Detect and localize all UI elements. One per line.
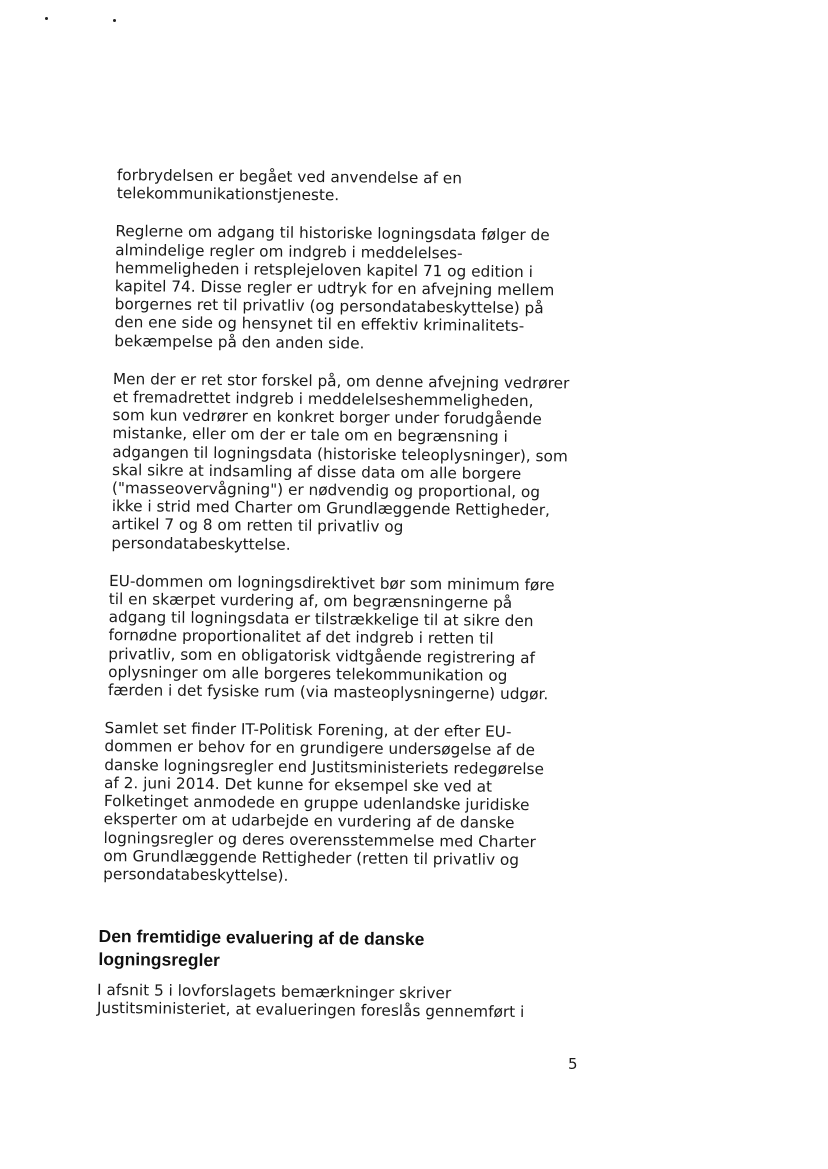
text-line: logningsregler og deres overensstemmelse med Charter [103, 828, 536, 851]
text-line: ("masseovervågning") er nødvendig og proportional, og [111, 479, 541, 502]
text-line: danske logningsregler end Justitsministeriets redegørelse [104, 755, 545, 778]
text-line: I afsnit 5 i lovforslagets bemærkninger skriver [97, 981, 452, 1003]
text-line: mistanke, eller om der er tale om en begrænsning i [112, 424, 508, 447]
text-line: oplysninger om alle borgeres telekommunikation og [108, 662, 508, 685]
text-line: et fremadrettet indgreb i meddelelseshemmeligheden, [112, 388, 534, 411]
text-line: kapitel 74. Disse regler er udtryk for en afvejning mellem [114, 277, 555, 300]
text-line: dommen er behov for en grundigere undersøgelse af de [104, 737, 536, 760]
text-line: den ene side og hensynet til en effektiv kriminalitets- [114, 313, 525, 336]
text-line: Reglerne om adgang til historiske logningsdata følger de [115, 222, 550, 245]
text-line: persondatabeskyttelse). [103, 864, 289, 885]
text-line: EU-dommen om logningsdirektivet bør som minimum føre [108, 571, 555, 595]
text-line: Justitsministeriet, at evalueringen foreslås gennemført i [96, 999, 525, 1022]
text-line: forbrydelsen er begået ved anvendelse af en [116, 166, 463, 188]
text-line: almindelige regler om indgreb i meddelelses- [115, 240, 463, 263]
text-line: hemmeligheden i retsplejeloven kapitel 71 og edition i [114, 258, 534, 281]
paragraph-4 [108, 572, 584, 704]
scan-mark [45, 17, 48, 20]
text-line: om Grundlæggende Rettigheder (retten til privatliv og [103, 846, 520, 869]
text-line: telekommunikationstjeneste. [116, 184, 340, 205]
section-heading [98, 925, 580, 976]
text-line: færden i det fysiske rum (via masteoplysningerne) udgør. [107, 681, 549, 704]
text-line: adgangen til logningsdata (historiske teleoplysninger), som [112, 442, 568, 466]
text-line: bekæmpelse på den anden side. [114, 331, 365, 353]
paragraph-5 [103, 719, 583, 887]
text-line: til en skærpet vurdering af, om begrænsningerne på [108, 590, 513, 612]
heading-line: Den fremtidige evaluering af de danske [98, 926, 425, 950]
text-line: Men der er ret stor forskel på, om denne afvejning vedrører [112, 369, 570, 393]
text-line: af 2. juni 2014. Det kunne for eksempel ske ved at [103, 773, 493, 796]
paragraph-1 [117, 166, 588, 207]
text-line: artikel 7 og 8 om retten til privatliv og [111, 515, 404, 537]
heading-line: logningsregler [98, 949, 221, 971]
text-line: borgernes ret til privatliv (og persondatabeskyttelse) på [114, 295, 544, 318]
text-line: ikke i strid med Charter om Grundlæggende Rettigheder, [111, 497, 551, 520]
page-number: 5 [568, 1055, 578, 1073]
text-line: som kun vedrører en konkret borger under forudgående [112, 406, 542, 429]
text-line: skal sikre at indsamling af disse data om alle borgere [111, 460, 522, 483]
text-line: fornødne proportionalitet af det indgreb i retten til [108, 626, 494, 649]
scan-mark [113, 19, 116, 22]
text-line: persondatabeskyttelse. [111, 533, 291, 554]
text-line: privatliv, som en obligatorisk vidtgående registrering af [108, 644, 536, 667]
text-line: Folketinget anmodede en gruppe udenlandske juridiske [103, 792, 530, 815]
paragraph-3 [111, 370, 586, 557]
paragraph-6 [97, 981, 580, 1022]
paragraph-2 [114, 222, 587, 354]
text-line: adgang til logningsdata er tilstrækkelige til at sikre den [108, 608, 534, 631]
document-body [96, 166, 588, 1042]
text-line: Samlet set finder IT-Politisk Forening, at der efter EU- [104, 719, 512, 742]
text-line: eksperter om at udarbejde en vurdering af de danske [103, 810, 515, 833]
